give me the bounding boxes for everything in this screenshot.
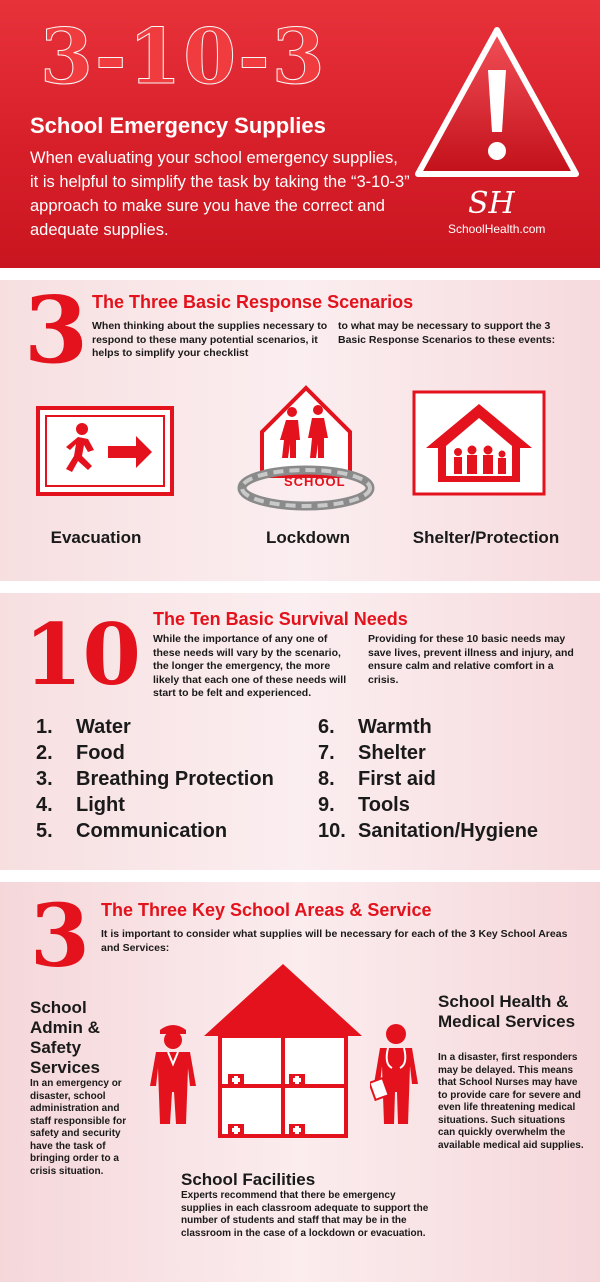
section-school-areas [0, 882, 600, 1282]
school-building-icon [202, 960, 364, 1140]
list-item: 5. Communication [36, 820, 228, 842]
section-text-left: When thinking about the supplies necessary to respond to these many potential scenarios, it helps to simplify your checklist [92, 320, 328, 359]
evacuation-icon [36, 406, 174, 496]
section-intro: It is important to consider what supplies will be necessary for each of the 3 Key School Areas and Services: [101, 928, 568, 954]
school-nurse-icon [370, 1020, 422, 1126]
list-item: 1. Water [36, 716, 131, 738]
brand-name: SchoolHealth.com [448, 222, 546, 236]
section-number: 3 [30, 886, 90, 987]
section-text-left: While the importance of any one of these needs will vary by the scenario, the longer the emergency, the more likely that each one of these needs will start to be felt and experienced. [153, 633, 347, 699]
list-item: 4. Light [36, 794, 125, 816]
section-text-right: to what may be necessary to support the 3 Basic Response Scenarios to these events: [338, 320, 556, 346]
scenario-label-evacuation: Evacuation [50, 528, 142, 547]
needs-list-right [318, 714, 538, 844]
facilities-text: Experts recommend that there be emergency supplies in each classroom adequate to support the number of students and staff that may be in the classroom in the case of a lockdown or evacuation. [181, 1190, 429, 1239]
school-sign-label: SCHOOL [284, 474, 346, 489]
facilities-title: School Facilities [181, 1170, 316, 1189]
admin-services-title: School Admin & Safety Services [30, 998, 100, 1077]
scenario-label-shelter: Shelter/Protection [412, 528, 560, 547]
security-staff-icon [146, 1020, 200, 1126]
lockdown-school-sign-icon [234, 384, 378, 514]
section-text-right: Providing for these 10 basic needs may save lives, prevent illness and injury, and ensure calm and relative comfort in a crisis. [368, 633, 574, 686]
list-item: 2. Food [36, 742, 125, 764]
health-services-title: School Health & Medical Services [438, 992, 576, 1031]
section-title: The Ten Basic Survival Needs [153, 609, 408, 629]
section-number: 10 [24, 605, 141, 704]
section-title: The Three Key School Areas & Service [101, 900, 432, 920]
list-item: 7. Shelter [318, 742, 426, 764]
list-item: 3. Breathing Protection [36, 768, 274, 790]
warning-triangle-icon [412, 24, 582, 184]
list-item: 6. Warmth [318, 716, 432, 738]
subtitle: School Emergency Supplies [30, 113, 326, 138]
list-item: 10. Sanitation/Hygiene [318, 820, 539, 842]
shelter-house-icon [412, 390, 546, 496]
list-item: 8. First aid [318, 768, 436, 790]
health-services-text: In a disaster, first responders may be delayed. This means that School Nurses may have to provide care for severe and even life threatening medical situations. Such situations can quickly overwhelm the available medical aid supplies. [438, 1052, 584, 1151]
list-item: 9. Tools [318, 794, 410, 816]
brand-logo: SH [468, 186, 515, 221]
needs-list-left [36, 714, 274, 844]
section-survival-needs [0, 593, 600, 870]
header-banner [0, 0, 600, 268]
section-number: 3 [24, 280, 89, 384]
section-response-scenarios [0, 280, 600, 581]
admin-services-text: In an emergency or disaster, school administration and staff responsible for safety and security have the task of bringing order to a crisis situation. [30, 1078, 127, 1177]
main-title: 3-10-3 [40, 12, 327, 101]
scenario-label-lockdown: Lockdown [265, 528, 351, 547]
intro-text: When evaluating your school emergency supplies, it is helpful to simplify the task by taking the “3-10-3” approach to make sure you have the correct and adequate supplies. [30, 149, 410, 239]
section-title: The Three Basic Response Scenarios [92, 292, 414, 312]
